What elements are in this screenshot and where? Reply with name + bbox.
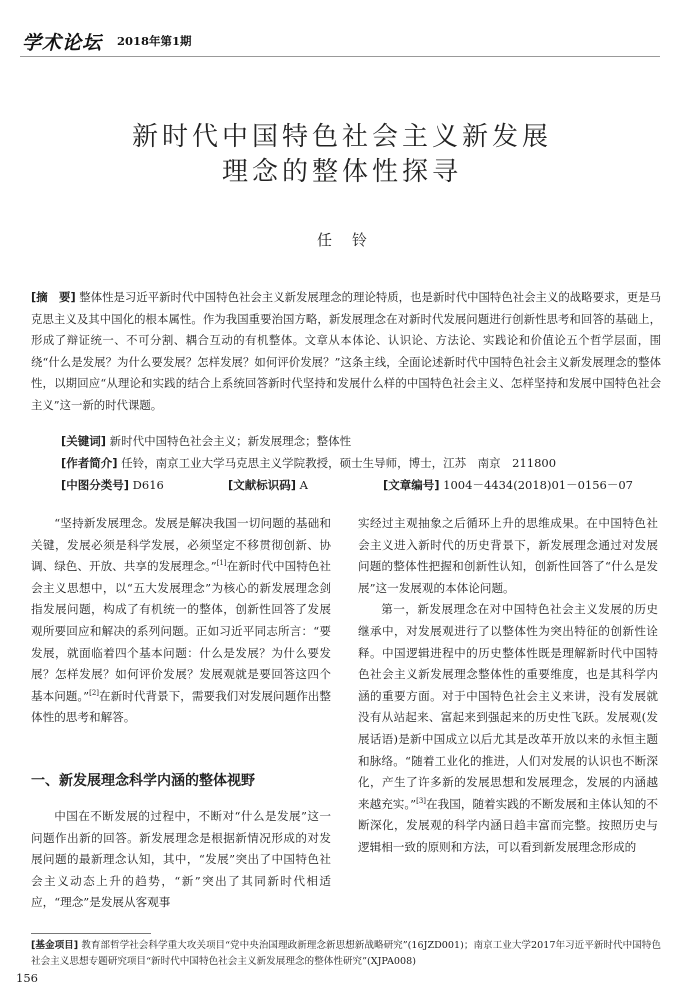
document-code-row [228, 477, 308, 493]
author-name: 任铃 [316, 231, 387, 249]
page-number: 156 [16, 971, 38, 985]
body-paragraph [31, 513, 331, 729]
paragraph-text: 在新时代背景下，需要我们对发展问题作出整体性的思考和解答。 [31, 688, 331, 725]
article-number-label: [文章编号] [383, 478, 440, 492]
article-number-row [383, 477, 633, 493]
body-left-column [31, 513, 331, 729]
clc-value: D616 [132, 478, 164, 492]
author-bio-text: 任铃，南京工业大学马克思主义学院教授，硕士生导师，博士，江苏 南京 211800 [121, 456, 557, 470]
document-code-value: A [299, 478, 308, 492]
article-title-line-2: 理念的整体性探寻 [221, 157, 462, 187]
body-paragraph: 中国在不断发展的过程中，不断对“什么是发展”这一问题作出新的回答。新发展理念是根据新情况形成的对发展问题的最新理念认知，其中，“发展”突出了中国特色社会主义动态上升的趋势，“新”突出了其同新时代相适应，“理念”是发展从客观事 [31, 809, 331, 910]
keywords-label: [关键词] [61, 434, 107, 448]
classification-row [61, 477, 164, 493]
document-code-label: [文献标识码] [228, 478, 297, 492]
paragraph-text: 第一，新发展理念在对中国特色社会主义发展的历史继承中，对发展观进行了以整体性为突出特征的创新性诠释。中国逻辑进程中的历史整体性既是理解新时代中国特色社会主义新发展理念整体性的重要维度，也是其科学内涵的重要方面。对于中国特色社会主义来讲，没有发展就没有从站起来、富起来到强起来的历史性飞跃。发展观(发展话语)是新中国成立以后尤其是改革开放以来的永恒主题和脉络。“随着工业化的推进，人们对发展的认识也不断深化，产生了许多新的发展思想和发展理念，发展的内涵越来越充实。” [358, 602, 658, 811]
footnote-divider [31, 933, 151, 934]
citation-ref[interactable]: [1] [216, 559, 227, 568]
section-heading: 一、新发展理念科学内涵的整体视野 [31, 773, 255, 789]
paragraph-text: “坚持新发展理念。发展是解决我国一切问题的基础和关键，发展必须是科学发展，必须坚定不移贯彻创新、协调、绿色、开放、共享的发展理念。” [31, 516, 331, 574]
footnote-text: 教育部哲学社会科学重大攻关项目“党中央治国理政新理念新思想新战略研究”(16JZD001)；南京工业大学2017年习近平新时代中国特色社会主义思想专题研究项目“新时代中国特色社会主义新发展理念的整体性研究”(XJPA008) [31, 940, 661, 967]
body-left-column-continued [31, 806, 331, 914]
keywords-row [61, 433, 351, 449]
abstract [31, 287, 661, 417]
journal-logo: 学术论坛 [22, 32, 103, 54]
clc-label: [中图分类号] [61, 478, 130, 492]
author-bio-label: [作者简介] [61, 456, 118, 470]
body-paragraph: 实经过主观抽象之后循环上升的思维成果。在中国特色社会主义进入新时代的历史背景下，新发展理念通过对发展问题的整体性把握和创新性认知，创新性回答了“什么是发展”这一发展观的本体论问题。 [358, 516, 658, 595]
body-paragraph [358, 599, 658, 858]
author-bio-row [61, 455, 556, 471]
paragraph-text: 在新时代中国特色社会主义思想中，以“五大发展理念”为核心的新发展理念剑指发展问题，构成了有机统一的整体，创新性回答了发展观所要回应和解决的系列问题。正如习近平同志所言：“要发展，就面临着四个基本问题：什么是发展？为什么要发展？怎样发展？如何评价发展？发展观就是要回答这四个基本问题。” [31, 559, 331, 703]
abstract-text: 整体性是习近平新时代中国特色社会主义新发展理念的理论特质，也是新时代中国特色社会主义的战略要求，更是马克思主义及其中国化的根本属性。作为我国重要治国方略，新发展理念在对新时代发展问题进行创新性思考和回答的基础上，形成了辩证统一、不可分割、耦合互动的有机整体。文章从本体论、认识论、方法论、实践论和价值论五个哲学层面，围绕“什么是发展？为什么要发展？怎样发展？如何评价发展？”这条主线，全面论述新时代中国特色社会主义新发展理念的整体性，以期回应“从理论和实践的结合上系统回答新时代坚持和发展什么样的中国特色社会主义、怎样坚持和发展中国特色社会主义”这一新的时代课题。 [31, 290, 661, 412]
header-divider [20, 56, 660, 57]
article-number-value: 1004－4434(2018)01－0156－07 [443, 478, 633, 492]
footnote-label: [基金项目] [31, 940, 79, 951]
issue-label: 2018年第1期 [117, 34, 192, 48]
citation-ref[interactable]: [2] [89, 688, 100, 697]
article-title-line-1: 新时代中国特色社会主义新发展 [131, 122, 552, 152]
abstract-label: [摘 要] [31, 290, 76, 304]
paragraph-text: 在我国，随着实践的不断发展和主体认知的不断深化，发展观的科学内涵日趋丰富而完整。按照历史与逻辑相一致的原则和方法，可以看到新发展理念形成的 [358, 796, 658, 854]
keywords-text: 新时代中国特色社会主义；新发展理念；整体性 [109, 434, 352, 448]
citation-ref[interactable]: [3] [416, 796, 427, 805]
funding-footnote [31, 938, 661, 970]
body-right-column [358, 513, 658, 859]
